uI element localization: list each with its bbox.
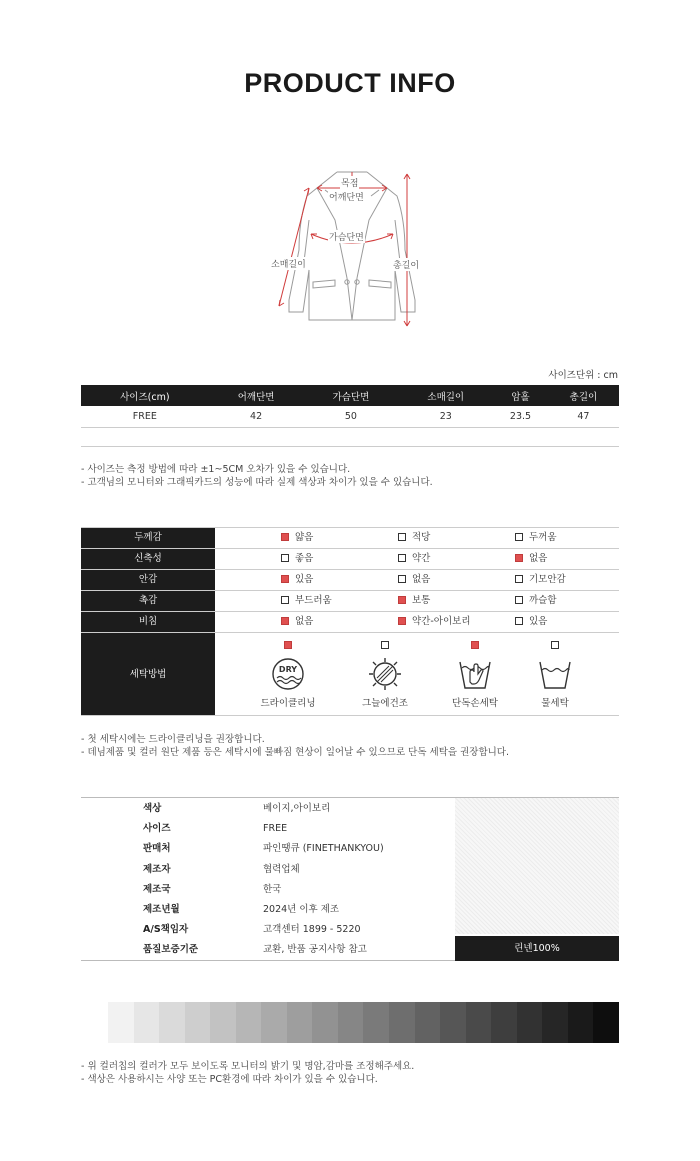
wash-notes: [81, 733, 509, 759]
info-value: 한국: [263, 883, 282, 895]
checkbox: [398, 596, 406, 604]
info-row: [81, 900, 455, 920]
info-key: 제조국: [143, 883, 171, 895]
option-label: 없음: [529, 553, 548, 564]
info-key: 판매처: [143, 843, 171, 855]
note-line: - 색상은 사용하시는 사양 또는 PC환경에 따라 차이가 있을 수 있습니다.: [81, 1074, 378, 1085]
wash-item-water-wash: [510, 633, 600, 716]
attribute-label: 안감: [138, 574, 158, 585]
size-header-cell: 총길이: [548, 385, 619, 406]
gray-chip: [363, 1002, 389, 1043]
attribute-option: [515, 612, 547, 633]
sleeve-label: 소매길이: [270, 257, 307, 270]
note-line: - 고객님의 모니터와 그래픽카드의 성능에 따라 실제 색상과 차이가 있을 수 있습니다.: [81, 477, 433, 488]
info-key: 제조자: [143, 863, 171, 875]
shoulder-label: 어깨단면: [328, 190, 365, 203]
length-label: 총길이: [392, 258, 420, 271]
attribute-option: [281, 549, 313, 570]
info-value: 파인땡큐 (FINETHANKYOU): [263, 843, 384, 855]
attribute-label: 촉감: [138, 595, 158, 606]
measurement-diagram: [255, 160, 445, 335]
note-line: - 사이즈는 측정 방법에 따라 ±1~5CM 오차가 있을 수 있습니다.: [81, 464, 351, 475]
size-notes: [81, 463, 433, 489]
attribute-row: [81, 569, 619, 590]
gray-chip: [287, 1002, 313, 1043]
attribute-option: [281, 570, 313, 591]
gray-chip: [440, 1002, 466, 1043]
checkbox: [398, 554, 406, 562]
attribute-option: [515, 591, 557, 612]
info-value: 베이지,아이보리: [263, 803, 331, 814]
grayscale-chart: [108, 1002, 619, 1043]
product-info-table: [81, 797, 619, 961]
attribute-label: 비침: [138, 616, 158, 627]
wash-label: 단독손세탁: [452, 698, 498, 709]
note-line: - 데님제품 및 컬러 원단 제품 등은 세탁시에 물빠짐 현상이 일어날 수 있으므로 단독 세탁을 권장합니다.: [81, 747, 510, 758]
fabric-composition: 린넨100%: [455, 936, 619, 961]
attribute-row: [81, 527, 619, 548]
gray-chip: [108, 1002, 134, 1043]
fabric-attributes-table: [81, 527, 619, 717]
option-label: 부드러움: [295, 595, 332, 606]
checkbox: [284, 641, 292, 649]
wash-label: 물세탁: [541, 698, 569, 709]
wash-item-hand-wash: [430, 633, 520, 716]
checkbox: [515, 533, 523, 541]
info-value: 고객센터 1899 - 5220: [263, 924, 361, 936]
neck-label: 목점: [340, 176, 359, 189]
checkbox: [515, 575, 523, 583]
checkbox: [281, 575, 289, 583]
gray-chip: [236, 1002, 262, 1043]
hand-wash-icon: [455, 656, 495, 692]
attribute-option: [398, 549, 430, 570]
checkbox: [398, 617, 406, 625]
size-cell: 23.5: [493, 406, 548, 427]
size-header-cell: 암홀: [493, 385, 548, 406]
size-header-cell: 사이즈(cm): [81, 385, 209, 406]
info-value: 교환, 반품 공지사항 참고: [263, 944, 367, 956]
info-value: 협력업체: [263, 863, 300, 875]
chest-label: 가슴단면: [328, 230, 365, 243]
info-row: [81, 839, 455, 859]
info-key: 사이즈: [143, 823, 171, 835]
info-key: 품질보증기준: [143, 944, 199, 956]
option-label: 기모안감: [529, 574, 566, 585]
gray-chip: [415, 1002, 441, 1043]
size-cell: 23: [398, 406, 493, 427]
gray-chip: [185, 1002, 211, 1043]
size-table-header: [81, 385, 619, 406]
checkbox: [515, 554, 523, 562]
info-key: 색상: [143, 803, 162, 814]
shade-dry-icon: [365, 656, 405, 692]
size-header-cell: 소매길이: [398, 385, 493, 406]
attribute-option: [515, 570, 566, 591]
checkbox: [281, 596, 289, 604]
fabric-swatch-image: [455, 798, 619, 934]
option-label: 적당: [412, 532, 431, 543]
info-row: [81, 860, 455, 880]
gray-chip: [517, 1002, 543, 1043]
option-label: 없음: [412, 574, 431, 585]
size-header-cell: 어깨단면: [209, 385, 304, 406]
option-label: 약간: [412, 553, 431, 564]
attribute-option: [515, 549, 547, 570]
attribute-option: [281, 528, 313, 549]
gray-chip: [134, 1002, 160, 1043]
dry-clean-icon: [268, 656, 308, 692]
option-label: 두꺼움: [529, 532, 557, 543]
size-cell: 47: [548, 406, 619, 427]
gray-chip: [389, 1002, 415, 1043]
checkbox: [515, 617, 523, 625]
attribute-option: [398, 570, 430, 591]
checkbox: [381, 641, 389, 649]
info-key: A/S책임자: [143, 924, 189, 936]
attribute-option: [515, 528, 557, 549]
washing-row: [81, 632, 619, 716]
gray-chip: [466, 1002, 492, 1043]
water-wash-icon: [535, 656, 575, 692]
attribute-row: [81, 548, 619, 569]
gray-chip: [261, 1002, 287, 1043]
attribute-row: [81, 611, 619, 632]
wash-item-dry-clean: [243, 633, 333, 716]
washing-label: 세탁방법: [129, 669, 167, 680]
gray-chip: [210, 1002, 236, 1043]
gray-chip: [542, 1002, 568, 1043]
option-label: 있음: [529, 616, 548, 627]
checkbox: [398, 575, 406, 583]
info-row: [81, 819, 455, 839]
size-cell: 42: [209, 406, 304, 427]
note-line: - 첫 세탁시에는 드라이클리닝을 권장합니다.: [81, 734, 265, 745]
gray-chip: [312, 1002, 338, 1043]
attribute-option: [281, 591, 332, 612]
checkbox: [551, 641, 559, 649]
gray-chip: [568, 1002, 594, 1043]
option-label: 까슬함: [529, 595, 557, 606]
wash-label: 그늘에건조: [362, 698, 408, 709]
checkbox: [281, 617, 289, 625]
size-table-empty-row: [81, 427, 619, 447]
dry-icon-text: DRY: [278, 665, 298, 674]
option-label: 있음: [295, 574, 314, 585]
attribute-row: [81, 590, 619, 611]
option-label: 얇음: [295, 532, 314, 543]
info-row: [81, 799, 455, 819]
note-line: - 위 컬러칩의 컬러가 모두 보이도록 모니터의 밝기 및 명암,감마를 조정해주세요.: [81, 1061, 415, 1072]
size-cell: 50: [304, 406, 399, 427]
checkbox: [398, 533, 406, 541]
checkbox: [281, 533, 289, 541]
wash-label: 드라이클리닝: [260, 698, 316, 709]
option-label: 없음: [295, 616, 314, 627]
attribute-label: 두께감: [134, 532, 162, 543]
page-title: PRODUCT INFO: [244, 68, 456, 98]
wash-item-shade-dry: [340, 633, 430, 716]
table-row: [81, 406, 619, 427]
option-label: 좋음: [295, 553, 314, 564]
option-label: 약간-아이보리: [412, 616, 471, 627]
info-value: FREE: [263, 823, 288, 835]
info-row: [81, 880, 455, 900]
attribute-option: [398, 528, 430, 549]
gray-chip: [491, 1002, 517, 1043]
info-row: [81, 920, 455, 940]
attribute-label: 신축성: [134, 553, 162, 564]
attribute-option: [398, 591, 430, 612]
checkbox: [471, 641, 479, 649]
color-notes: [81, 1060, 414, 1086]
size-table: [81, 385, 619, 428]
attribute-option: [281, 612, 313, 633]
gray-chip: [338, 1002, 364, 1043]
gray-chip: [159, 1002, 185, 1043]
size-cell: FREE: [81, 406, 209, 427]
info-value: 2024년 이후 제조: [263, 904, 340, 915]
gray-chip: [593, 1002, 619, 1043]
option-label: 보통: [412, 595, 431, 606]
info-row: [81, 940, 455, 960]
size-unit: 사이즈단위 : cm: [548, 370, 618, 381]
checkbox: [515, 596, 523, 604]
info-key: 제조년월: [143, 904, 180, 915]
checkbox: [281, 554, 289, 562]
attribute-option: [398, 612, 471, 633]
size-header-cell: 가슴단면: [304, 385, 399, 406]
